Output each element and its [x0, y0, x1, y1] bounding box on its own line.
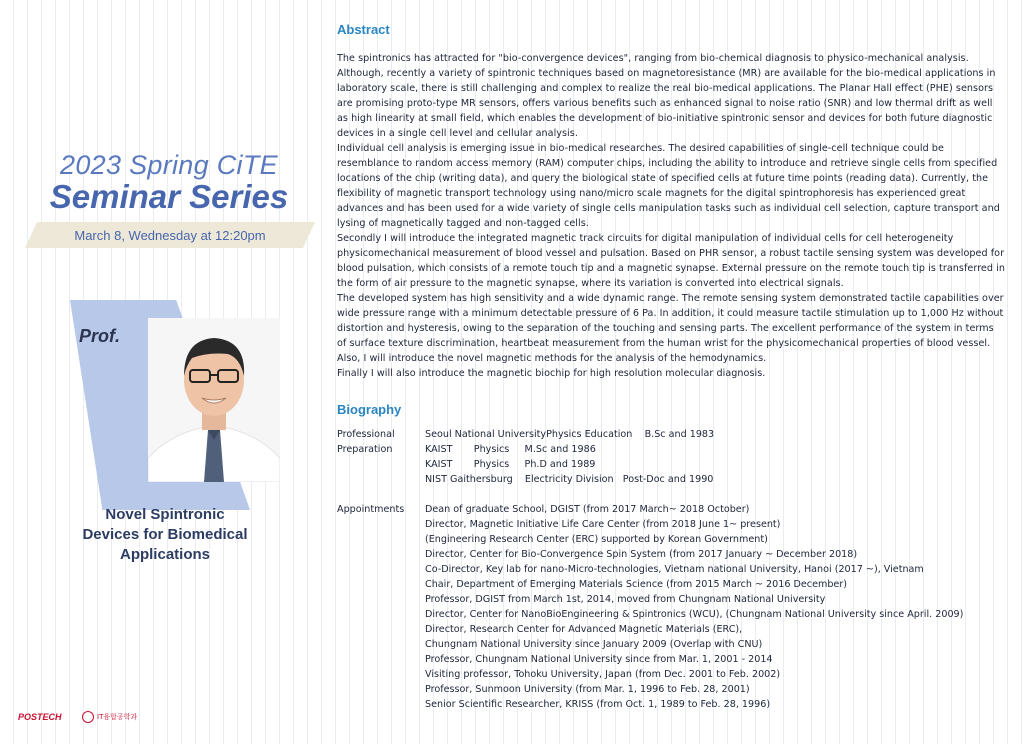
- department-seal-icon: [82, 711, 94, 723]
- appointment-entry: Chair, Department of Emerging Materials Science (from 2015 March ~ 2016 December): [425, 579, 848, 590]
- abstract-section: [337, 22, 1005, 381]
- education-label-line: Preparation: [337, 444, 393, 455]
- left-panel: [0, 0, 330, 744]
- abstract-paragraph: The spintronics has attracted for "bio-convergence devices", ranging from bio-chemical diagnosis to physico-mechanical analysis. Although, recently a variety of spintronic techniques based on magnetoresistance (MR) are available for the bio-medical applications in laboratory scale, there is still challenging and complex to realize the real bio-medical applications. The Planar Hall effect (PHE) sensors are promising proto-type MR sensors, offers various benefits such as enhanced signal to noise ratio (SNR) and low thermal drift as well as high linearity at small field, which enables the development of bio-initiative spintronic sensor and devices for both future diagnostic devices in a single cell level and cellular analysis.: [337, 53, 996, 139]
- abstract-paragraph: Secondly I will introduce the integrated magnetic track circuits for digital manipulation of individual cells for cell heterogeneity physicomechanical measurement of blood vessel and pulsation. Based on PHR sensor, a robust tactile sensing system was developed for blood pulsation, which consists of a remote touch tip and a magnetic synapse. External pressure on the remote touch tip is transferred in the form of air pressure to the magnetic synapse, where its variation is converted into electrical signals.: [337, 233, 1005, 289]
- appointment-entry: Visiting professor, Tohoku University, Japan (from Dec. 2001 to Feb. 2002): [425, 669, 781, 680]
- education-label: [337, 427, 422, 457]
- appointments-label: Appointments: [337, 504, 405, 515]
- speaker-photo: [148, 318, 280, 482]
- talk-title-line: Devices for Biomedical: [82, 526, 248, 543]
- appointment-entry: Director, Magnetic Initiative Life Care Center (from 2018 June 1~ present): [425, 519, 781, 530]
- speaker-title: Prof.: [78, 326, 120, 346]
- appointment-entry: (Engineering Research Center (ERC) supported by Korean Government): [425, 534, 768, 545]
- education-entry: NIST Gaithersburg Electricity Division Post-Doc and 1990: [425, 474, 714, 485]
- appointment-entry: Senior Scientific Researcher, KRISS (from Oct. 1, 1989 to Feb. 28, 1996): [425, 699, 771, 710]
- speaker-portrait-icon: [148, 318, 280, 482]
- appointment-entry: Chungnam National University since January 2009 (Overlap with CNU): [425, 639, 763, 650]
- education-list: [425, 427, 1005, 487]
- education-entry: KAIST Physics M.Sc and 1986: [425, 444, 596, 455]
- talk-title-line: Novel Spintronic: [105, 506, 225, 523]
- series-title-line2: Seminar Series: [49, 178, 289, 215]
- appointment-entry: Director, Center for Bio-Convergence Spin System (from 2017 January ~ December 2018): [425, 549, 858, 560]
- education-block: [337, 427, 1005, 487]
- postech-logo: POSTECH: [18, 712, 62, 722]
- education-label-line: Professional: [337, 429, 395, 440]
- appointment-entry: Co-Director, Key lab for nano-Micro-technologies, Vietnam national University, Hanoi (2017 ~), Vietnam: [425, 564, 924, 575]
- appointments-list: [425, 502, 1005, 712]
- appointment-entry: Professor, Sunmoon University (from Mar. 1, 1996 to Feb. 28, 2001): [425, 684, 750, 695]
- appointment-entry: Director, Research Center for Advanced Magnetic Materials (ERC),: [425, 624, 743, 635]
- talk-title: [0, 505, 330, 565]
- abstract-paragraph: The developed system has high sensitivity and a wide dynamic range. The remote sensing system demonstrated tactile capabilities over wide pressure range with a minimum detectable pressure of 6 Pa. In addition, it could measure tactile stimulation up to 1,000 Hz without distortion and hysteresis, owing to the separation of the touching and sensing parts. The excellent performance of the system in terms of surface texture discrimination, heartbeat measurement from the human wrist for the physicomechanical properties of blood vessel. Also, I will introduce the novel magnetic methods for the analysis of the hemodynamics.: [337, 293, 1004, 364]
- abstract-paragraph: Individual cell analysis is emerging issue in bio-medical researches. The desired capabilities of single-cell technique could be resemblance to random access memory (RAM) computer chips, including the ability to introduce and retrieve single cells from specified locations of the chip (writing data), and query the biological state of specified cells at future time points (reading data). Currently, the flexibility of magnetic transport technology using nano/micro scale magnets for the digital spintrophoresis has experienced great advances and has been used for a wide variety of single cells manipulation tasks such as individual cell selection, capture transport and lysing of magnetically tagged and non-tagged cells.: [337, 143, 1000, 229]
- biography-heading: Biography: [337, 402, 402, 417]
- education-entry: Seoul National UniversityPhysics Education B.Sc and 1983: [425, 429, 715, 440]
- appointment-entry: Director, Center for NanoBioEngineering & Spintronics (WCU), (Chungnam National University since April. 2009): [425, 609, 964, 620]
- talk-title-line: Applications: [119, 546, 210, 563]
- education-entry: KAIST Physics Ph.D and 1989: [425, 459, 596, 470]
- department-logo: [82, 710, 142, 724]
- abstract-paragraph: Finally I will also introduce the magnetic biochip for high resolution molecular diagnosis.: [337, 368, 766, 379]
- appointment-entry: Professor, Chungnam National University since from Mar. 1, 2001 - 2014: [425, 654, 773, 665]
- appointments-block: [337, 502, 1005, 712]
- abstract-heading: Abstract: [337, 22, 390, 37]
- biography-section: [337, 402, 1005, 712]
- department-logo-text: IT융합공학과: [97, 713, 138, 721]
- appointment-entry: Professor, DGIST from March 1st, 2014, moved from Chungnam National University: [425, 594, 826, 605]
- appointment-entry: Dean of graduate School, DGIST (from 2017 March~ 2018 October): [425, 504, 750, 515]
- event-date: March 8, Wednesday at 12:20pm: [74, 228, 266, 243]
- series-title-line1: 2023 Spring CiTE: [60, 150, 278, 180]
